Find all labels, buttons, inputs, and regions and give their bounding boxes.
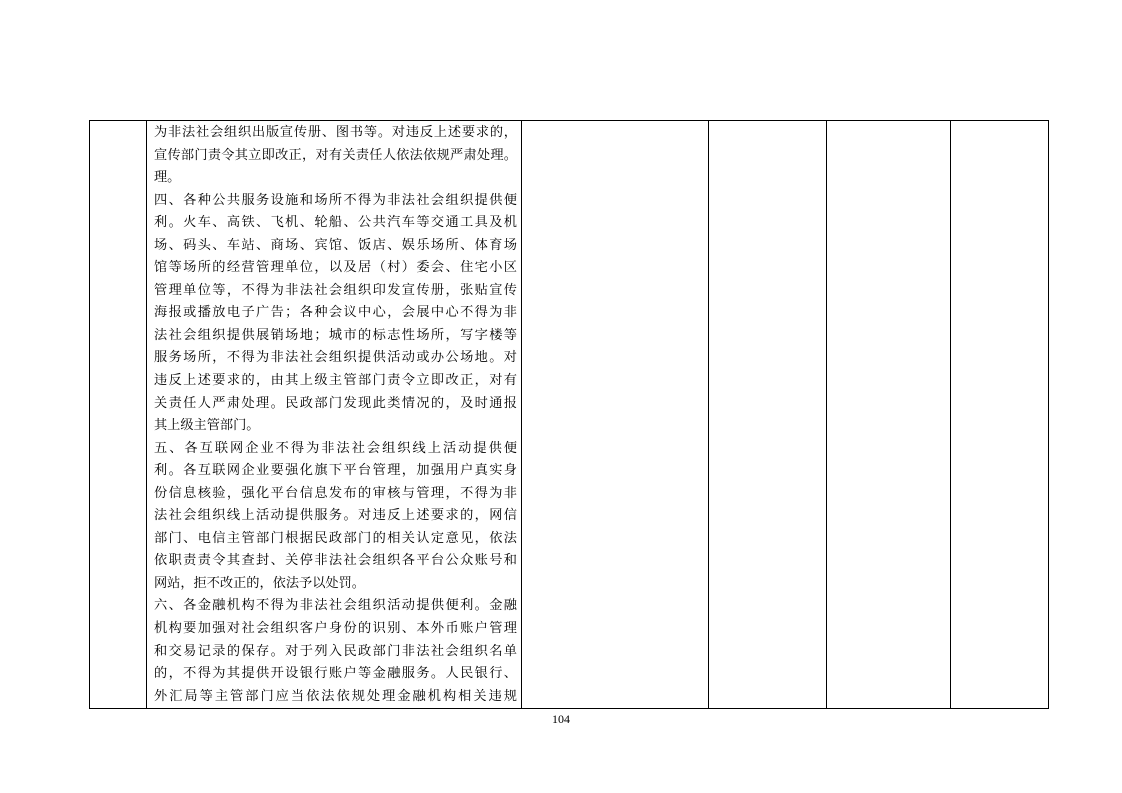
table-cell-content [147, 121, 522, 709]
content-line: 外汇局等主管部门应当依法依规处理金融机构相关违规 [154, 688, 517, 704]
content-line: 其上级主管部门。 [154, 418, 260, 434]
content-line: 的，不得为其提供开设银行账户等金融服务。人民银行、 [154, 666, 517, 682]
content-line: 宣传部门责令其立即改正，对有关责任人依法依规严肃处理。 [154, 147, 517, 163]
content-line: 四、各种公共服务设施和场所不得为非法社会组织提供便 [154, 192, 517, 208]
table-cell-empty-4 [709, 121, 827, 709]
content-line: 部门、电信主管部门根据民政部门的相关认定意见，依法 [154, 530, 517, 546]
content-line: 法社会组织线上活动提供服务。对违反上述要求的，网信 [154, 508, 517, 524]
content-line: 违反上述要求的，由其上级主管部门责令立即改正，对有 [154, 373, 517, 389]
table-cell-empty-3 [522, 121, 709, 709]
content-line: 机构要加强对社会组织客户身份的识别、本外币账户管理 [154, 621, 517, 637]
content-line: 利。各互联网企业要强化旗下平台管理，加强用户真实身 [154, 463, 517, 479]
table-cell-index [90, 121, 147, 709]
content-line: 服务场所，不得为非法社会组织提供活动或办公场地。对 [154, 350, 517, 366]
content-line: 法社会组织提供展销场地；城市的标志性场所，写字楼等 [154, 327, 517, 343]
content-line: 利。火车、高铁、飞机、轮船、公共汽车等交通工具及机 [154, 215, 517, 231]
table-cell-empty-5 [827, 121, 951, 709]
content-line: 和交易记录的保存。对于列入民政部门非法社会组织名单 [154, 643, 517, 659]
content-line: 馆等场所的经营管理单位，以及居（村）委会、住宅小区 [154, 260, 517, 276]
content-line: 场、码头、车站、商场、宾馆、饭店、娱乐场所、体育场 [154, 237, 517, 253]
content-line: 五、各互联网企业不得为非法社会组织线上活动提供便 [154, 440, 517, 456]
content-line: 份信息核验，强化平台信息发布的审核与管理，不得为非 [154, 485, 517, 501]
content-line: 为非法社会组织出版宣传册、图书等。对违反上述要求的， [154, 125, 517, 140]
content-line: 管理单位等，不得为非法社会组织印发宣传册，张贴宣传 [154, 282, 517, 298]
page-number: 104 [552, 712, 570, 726]
table-cell-empty-6 [951, 121, 1049, 709]
content-line: 依职责责令其查封、关停非法社会组织各平台公众账号和 [154, 553, 517, 569]
table-row [90, 121, 1049, 709]
content-text-block [154, 122, 517, 708]
content-line: 关责任人严肃处理。民政部门发现此类情况的，及时通报 [154, 395, 517, 411]
document-table [89, 120, 1049, 709]
content-line: 网站，拒不改正的，依法予以处罚。 [154, 575, 365, 591]
content-line: 六、各金融机构不得为非法社会组织活动提供便利。金融 [154, 598, 517, 614]
content-line: 理。 [154, 170, 181, 186]
content-line: 海报或播放电子广告；各种会议中心，会展中心不得为非 [154, 305, 517, 321]
